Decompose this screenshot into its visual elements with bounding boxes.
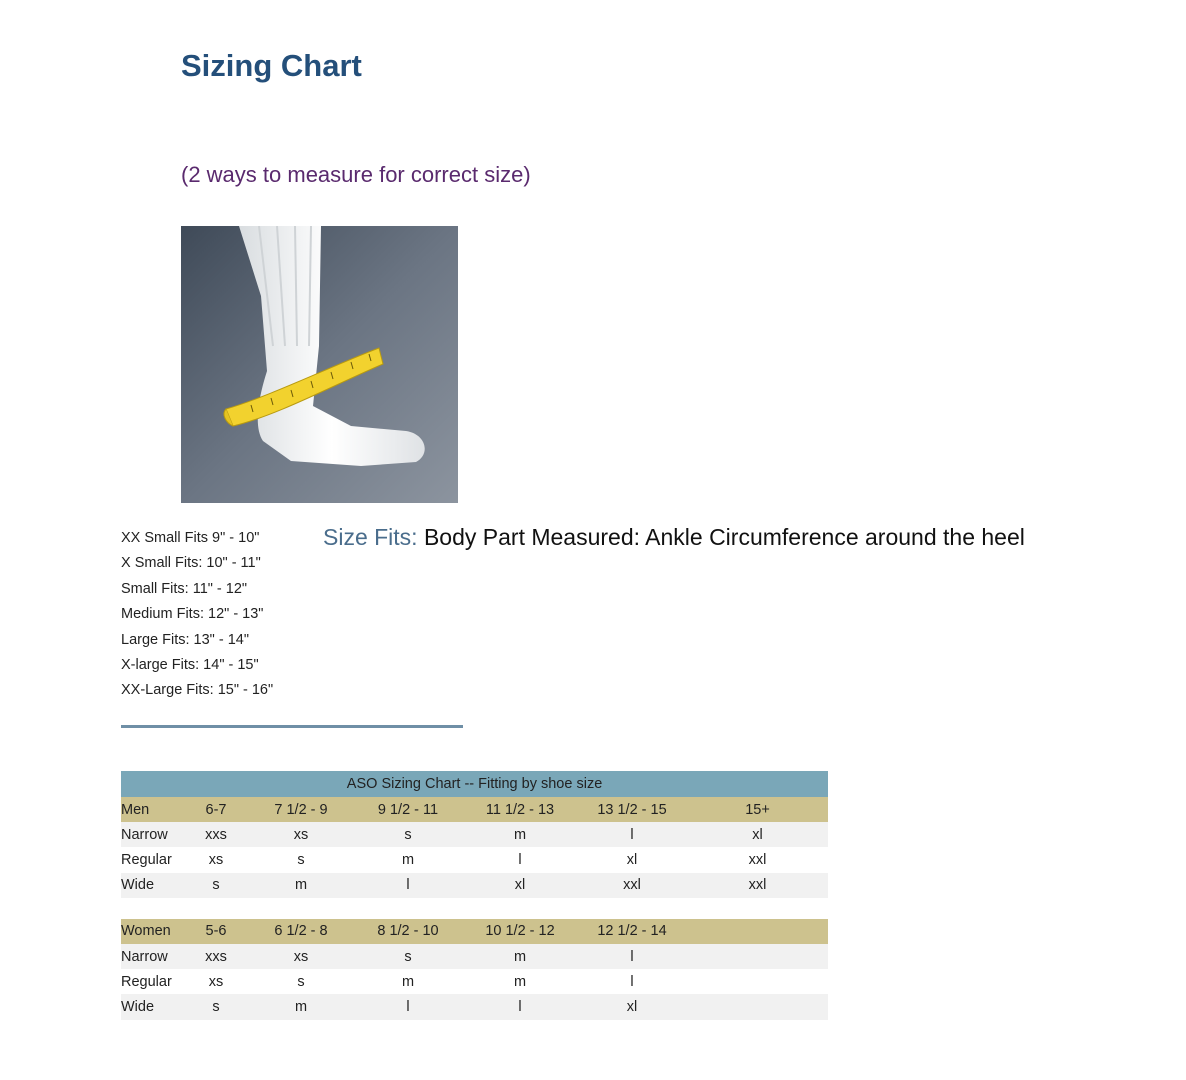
men-header-row (121, 797, 828, 822)
table-cell: xl (687, 822, 828, 847)
table-cell: m (401, 851, 415, 868)
table-row (121, 822, 828, 847)
women-header-row (121, 919, 828, 944)
table-row (121, 847, 828, 872)
shoe-size-table (121, 771, 828, 1020)
table-cell: 9 1/2 - 11 (353, 797, 463, 822)
table-row (121, 994, 828, 1019)
table-cell: Wide (121, 994, 183, 1019)
table-cell: xxl (748, 851, 767, 868)
table-caption: ASO Sizing Chart -- Fitting by shoe size (121, 771, 828, 797)
table-cell: l (630, 973, 634, 990)
table-cell: l (463, 994, 577, 1019)
table-cell: l (353, 994, 463, 1019)
table-cell: Narrow (121, 944, 183, 969)
table-cell: xs (249, 822, 353, 847)
table-cell: xxl (687, 873, 828, 898)
table-cell: xs (208, 851, 224, 868)
table-cell (687, 919, 828, 944)
page-title: Sizing Chart (181, 48, 362, 83)
table-cell: s (297, 973, 305, 990)
table-cell: xs (208, 973, 224, 990)
table-cell: xl (463, 873, 577, 898)
size-item-medium: Medium Fits: 12" - 13" (121, 606, 264, 623)
table-cell: l (518, 851, 522, 868)
table-cell: 11 1/2 - 13 (463, 797, 577, 822)
table-cell: l (353, 873, 463, 898)
table-cell: Men (121, 797, 183, 822)
page-subtitle: (2 ways to measure for correct size) (181, 162, 531, 187)
table-cell: Women (121, 919, 183, 944)
table-cell (687, 969, 828, 994)
table-cell (687, 994, 828, 1019)
table-cell: m (401, 973, 415, 990)
size-fits-text: Body Part Measured: Ankle Circumference around the heel (417, 524, 1025, 550)
table-cell: m (513, 973, 527, 990)
table-row (121, 969, 828, 994)
table-cell: 8 1/2 - 10 (353, 919, 463, 944)
size-item-large: Large Fits: 13" - 14" (121, 631, 249, 648)
table-cell: 5-6 (183, 919, 249, 944)
table-cell: m (249, 994, 353, 1019)
size-item-x-large: X-large Fits: 14" - 15" (121, 656, 259, 673)
table-cell: xs (249, 944, 353, 969)
table-cell: m (463, 944, 577, 969)
table-cell: xxs (183, 822, 249, 847)
table-cell: 13 1/2 - 15 (577, 797, 687, 822)
table-cell (687, 944, 828, 969)
foot-measurement-illustration (181, 226, 458, 503)
table-cell: m (249, 873, 353, 898)
size-fits-description (323, 524, 1025, 551)
table-cell: 15+ (687, 797, 828, 822)
section-divider (121, 725, 463, 728)
table-cell: m (463, 822, 577, 847)
table-cell: xxl (577, 873, 687, 898)
table-cell: Regular (121, 851, 172, 868)
table-cell: 10 1/2 - 12 (463, 919, 577, 944)
table-cell: s (183, 873, 249, 898)
table-cell: s (183, 994, 249, 1019)
table-cell: 6 1/2 - 8 (249, 919, 353, 944)
table-cell: Narrow (121, 822, 183, 847)
table-cell: 7 1/2 - 9 (249, 797, 353, 822)
table-cell: s (353, 822, 463, 847)
foot-measurement-photo (181, 226, 458, 503)
table-cell: l (577, 944, 687, 969)
table-row (121, 873, 828, 898)
table-cell: xl (626, 851, 638, 868)
table-caption-row (121, 771, 828, 797)
table-cell: l (577, 822, 687, 847)
size-item-xx-small: XX Small Fits 9" - 10" (121, 530, 260, 546)
table-cell: xl (577, 994, 687, 1019)
size-item-xx-large: XX-Large Fits: 15" - 16" (121, 682, 274, 699)
table-spacer (121, 898, 828, 919)
table-cell: s (297, 851, 305, 868)
table-cell: 12 1/2 - 14 (577, 919, 687, 944)
table-cell: s (353, 944, 463, 969)
size-fit-list (121, 528, 273, 706)
table-cell: Regular (121, 973, 172, 990)
size-item-x-small: X Small Fits: 10" - 11" (121, 555, 261, 572)
size-fits-label: Size Fits: (323, 524, 418, 550)
table-cell: xxs (183, 944, 249, 969)
size-item-small: Small Fits: 11" - 12" (121, 580, 248, 597)
table-cell: 6-7 (183, 797, 249, 822)
table-cell: Wide (121, 873, 183, 898)
table-row (121, 944, 828, 969)
